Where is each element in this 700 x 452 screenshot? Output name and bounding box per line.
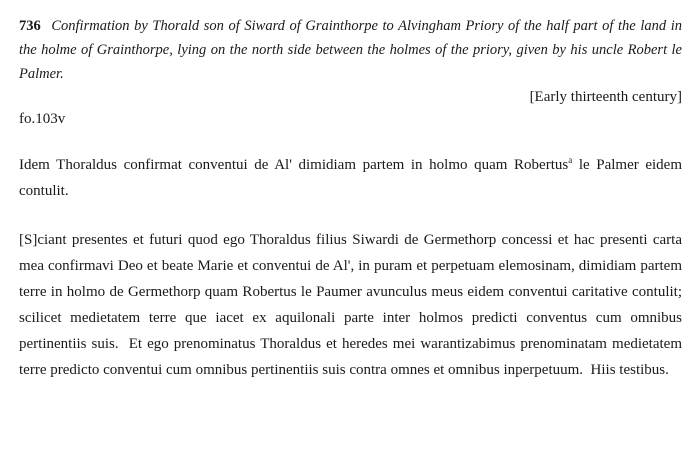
entry-heading (19, 14, 682, 86)
footnote-mark: a (568, 155, 573, 165)
entry-number: 736 (19, 18, 41, 34)
summary-text-before: Idem Thoraldus confirmat conventui de Al' dimidiam partem in holmo quam Robertus (19, 157, 569, 173)
document-page (19, 14, 686, 383)
charter-text: [S]ciant presentes et futuri quod ego Thoraldus filius Siwardi de Germethorp concessi et hac presenti carta mea confirmavi Deo et beate Marie et conventui de Al', in puram et perpetuam elemosinam, dimidiam partem terre in holmo de Germethorp quam Robertus le Paumer avunculus meus eidem conventui caritative contulit; scilicet medietatem terre que iacet ex aquilonali parte inter holmos predicti conventus cum omnibus pertinentiis suis. Et ego prenominatus Thoraldus et heredes mei warantizabimus prenominatam medietatem terre predicto conventui cum omnibus pertinentiis suis contra omnes et omnibus inperpetuum. Hiis testibus. (19, 232, 686, 378)
summary-text-after: le Palmer eidem contulit. (19, 157, 682, 199)
entry-date: [Early thirteenth century] (529, 89, 682, 105)
entry-title: Confirmation by Thorald son of Siward of Grainthorpe to Alvingham Priory of the half part of the land in the holme of Grainthorpe, lying on the north side between the holmes of the priory, given by his uncle Robert le Palmer. (19, 18, 683, 82)
latin-summary (19, 152, 682, 204)
folio-reference: fo.103v (19, 111, 66, 127)
